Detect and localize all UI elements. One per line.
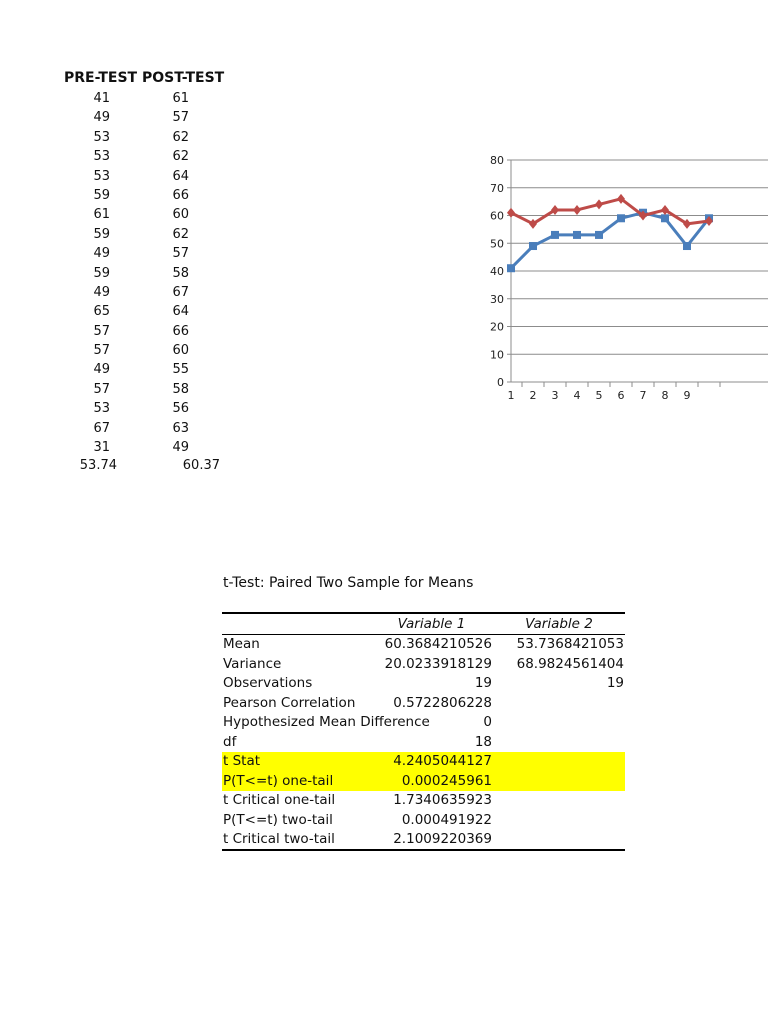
ttest-row-variable1: 0.5722806228 [393, 694, 492, 711]
posttest-value: 60 [172, 207, 189, 223]
pretest-value: 49 [93, 284, 110, 300]
ttest-row-variable1: 0.000491922 [401, 811, 492, 828]
ttest-row-variable1: 0 [483, 714, 492, 731]
ttest-row-variable2 [493, 732, 625, 752]
y-tick-label: 60 [490, 209, 504, 223]
pretest-mean: 53.74 [79, 458, 117, 473]
ttest-row [222, 693, 625, 713]
ttest-title: t-Test: Paired Two Sample for Means [223, 575, 474, 591]
posttest-value: 66 [172, 187, 189, 203]
pretest-value: 57 [93, 343, 110, 359]
data-point [595, 231, 603, 239]
posttest-value: 57 [172, 246, 189, 262]
pretest-value: 53 [93, 149, 110, 165]
ttest-row-variable2: 19 [606, 675, 624, 692]
y-tick-label: 80 [490, 154, 504, 167]
ttest-row-variable2 [493, 810, 625, 830]
ttest-row-variable1: 18 [474, 733, 492, 750]
x-tick-label: 4 [573, 389, 581, 402]
chart-svg [470, 145, 768, 410]
ttest-row-variable1: 1.7340635923 [393, 792, 492, 809]
ttest-row-label: df [223, 733, 237, 750]
x-tick-label: 7 [639, 389, 647, 402]
ttest-row-variable2 [493, 830, 625, 851]
pretest-value: 53 [93, 129, 110, 145]
posttest-value: 62 [172, 226, 189, 242]
x-tick-label: 8 [661, 389, 669, 402]
x-tick-label: 1 [507, 389, 515, 402]
ttest-row-variable2 [493, 752, 625, 772]
pretest-value: 49 [93, 246, 110, 262]
ttest-row-variable1: 60.3684210526 [384, 636, 492, 653]
ttest-row [222, 674, 625, 694]
ttest-row-label: Variance [223, 655, 282, 672]
ttest-header-variable1: Variable 1 [370, 613, 493, 634]
ttest-row [222, 654, 625, 674]
posttest-value: 60 [172, 343, 189, 359]
ttest-row-label: t Critical one-tail [223, 792, 336, 809]
pretest-value: 61 [93, 207, 110, 223]
y-tick-label: 0 [497, 376, 504, 389]
ttest-row-variable1: 0.000245961 [370, 771, 493, 791]
y-tick-label: 30 [490, 292, 504, 306]
line-chart [470, 145, 768, 410]
pretest-value: 59 [93, 187, 110, 203]
posttest-value: 67 [172, 284, 189, 300]
y-tick-label: 20 [490, 320, 504, 334]
x-tick-label: 2 [529, 389, 537, 402]
posttest-value: 58 [172, 381, 189, 397]
ttest-row [222, 752, 625, 772]
pretest-value: 65 [93, 304, 110, 320]
pretest-value: 49 [93, 110, 110, 126]
posttest-value: 64 [172, 168, 189, 184]
ttest-row-label: Observations [223, 675, 313, 692]
y-tick-label: 50 [490, 237, 504, 251]
ttest-row [222, 830, 625, 851]
posttest-value: 49 [172, 440, 189, 456]
pretest-value: 31 [93, 440, 110, 456]
ttest-row-variable1: 19 [474, 675, 492, 692]
data-point [507, 208, 515, 218]
posttest-value: 58 [172, 265, 189, 281]
y-tick-label: 10 [490, 348, 504, 362]
data-point [551, 231, 559, 239]
posttest-value: 64 [172, 304, 189, 320]
x-tick-label: 3 [551, 389, 559, 402]
ttest-table [222, 612, 625, 851]
ttest-row-label: Hypothesized Mean Difference [223, 714, 430, 731]
posttest-value: 66 [172, 323, 189, 339]
ttest-header-variable2: Variable 2 [493, 613, 625, 634]
ttest-header-blank [222, 613, 370, 634]
ttest-row-label: t Critical two-tail [222, 830, 370, 851]
ttest-row-label: t Stat [222, 752, 370, 772]
posttest-value: 62 [172, 149, 189, 165]
ttest-row [222, 791, 625, 811]
pretest-value: 59 [93, 265, 110, 281]
posttest-value: 57 [172, 110, 189, 126]
y-tick-label: 40 [490, 265, 504, 278]
ttest-row-label: P(T<=t) one-tail [222, 771, 370, 791]
ttest-row [222, 634, 625, 654]
pretest-value: 41 [93, 91, 110, 106]
ttest-row-variable2 [493, 693, 625, 713]
ttest-row-variable1: 2.1009220369 [370, 830, 493, 851]
pretest-value: 53 [93, 168, 110, 184]
ttest-row [222, 810, 625, 830]
pretest-value: 57 [93, 381, 110, 397]
posttest-column [150, 89, 189, 457]
ttest-row-variable2: 53.7368421053 [516, 636, 624, 653]
posttest-value: 61 [172, 91, 189, 106]
ttest-row [222, 771, 625, 791]
pretest-value: 59 [93, 226, 110, 242]
y-tick-label: 70 [490, 181, 504, 195]
data-point [507, 264, 515, 272]
series-line [511, 199, 709, 224]
x-tick-label: 9 [683, 389, 691, 402]
pretest-value: 53 [93, 401, 110, 417]
pretest-value: 67 [93, 420, 110, 436]
ttest-row-variable1: 20.0233918129 [384, 655, 492, 672]
column-header: PRE-TEST POST-TEST [64, 70, 225, 86]
posttest-value: 56 [172, 401, 189, 417]
ttest-body [222, 634, 625, 850]
data-point [573, 231, 581, 239]
posttest-mean: 60.37 [182, 458, 220, 473]
data-point [595, 199, 603, 209]
pretest-value: 57 [93, 323, 110, 339]
x-tick-label: 5 [595, 389, 603, 402]
x-tick-label: 6 [617, 389, 625, 402]
ttest-row-label: Pearson Correlation [223, 694, 356, 711]
pretest-value: 49 [93, 362, 110, 378]
series-line [511, 213, 709, 269]
ttest-row-label: P(T<=t) two-tail [223, 811, 333, 828]
posttest-value: 62 [172, 129, 189, 145]
data-point [661, 214, 669, 222]
ttest-row [222, 713, 625, 733]
pretest-column [60, 89, 110, 457]
ttest-row-variable2 [493, 771, 625, 791]
ttest-row [222, 732, 625, 752]
ttest-row-label: Mean [223, 636, 260, 653]
data-point [529, 242, 537, 250]
ttest-header-row [222, 613, 625, 634]
data-point [683, 242, 691, 250]
posttest-value: 63 [172, 420, 189, 436]
data-point [617, 214, 625, 222]
posttest-value: 55 [172, 362, 189, 378]
ttest-row-variable2 [493, 791, 625, 811]
ttest-row-variable2: 68.9824561404 [516, 655, 624, 672]
ttest-row-variable2 [493, 713, 625, 733]
ttest-row-variable1: 4.2405044127 [370, 752, 493, 772]
data-point [573, 205, 581, 215]
